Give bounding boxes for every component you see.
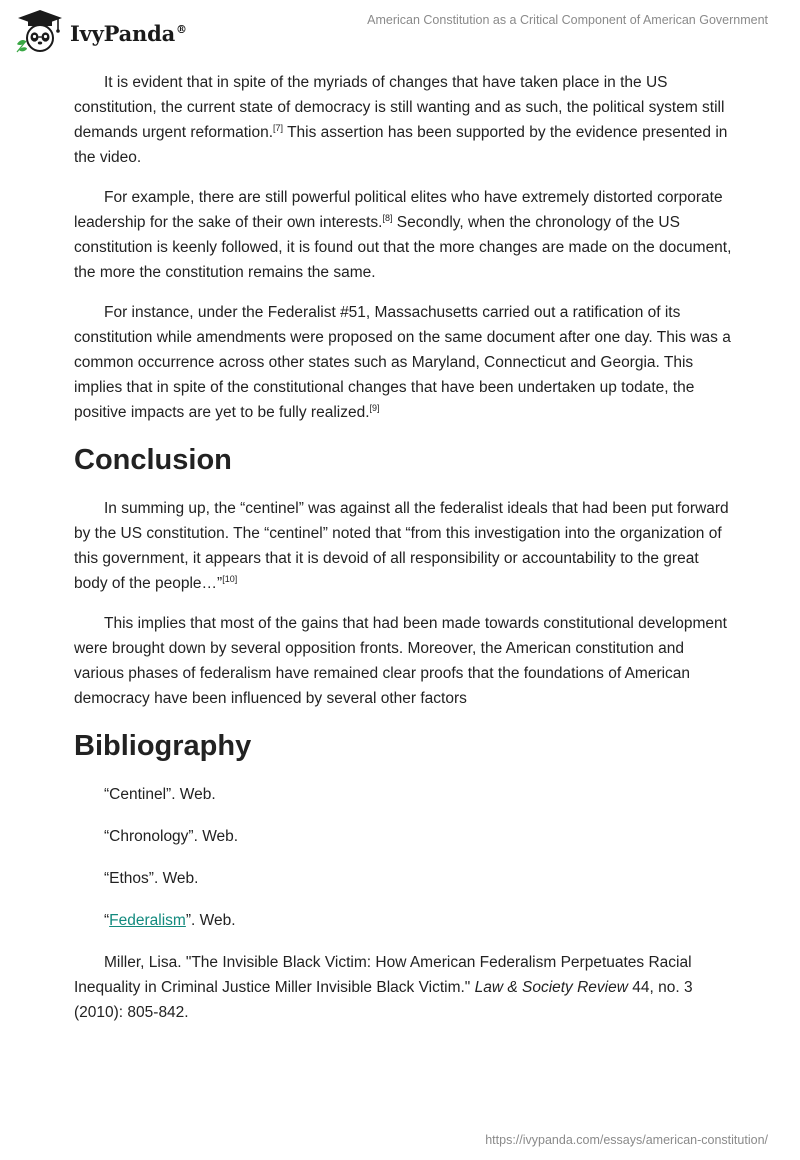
conclusion-paragraph-1: In summing up, the “centinel” was against all the federalist ideals that had been put forward by the US constitution. The “centinel” noted that “from this investigation into the organization of this government, it appears that it is devoid of all responsibility or accountability to the great body of the people…”[10] (74, 500, 729, 592)
footnote-ref-10[interactable]: [10] (222, 573, 238, 584)
body-paragraph-1: It is evident that in spite of the myriads of changes that have taken place in the US constitution, the current state of democracy is still wanting and as such, the political system still demands urgent reformation.[7] This assertion has been supported by the evidence presented in the video. (74, 74, 728, 166)
logo-wordmark: IvyPanda® (70, 20, 187, 46)
conclusion-paragraph-2: This implies that most of the gains that had been made towards constitutional development were brought down by several opposition fronts. Moreover, the American constitution and various phases of federalism have remained clear proofs that the foundations of American democracy have been influenced by several other factors (74, 615, 727, 707)
bibliography-entry-centinel: “Centinel”. Web. (104, 786, 216, 803)
body-paragraph-3: For instance, under the Federalist #51, Massachusetts carried out a ratification of its constitution while amendments were proposed on the same document after one day. This was a common occurrence across other states such as Maryland, Connecticut and Georgia. This implies that in spite of the constitutional changes that have been undertaken up todate, the positive impacts are yet to be fully realized.[9] (74, 304, 731, 421)
footnote-ref-7[interactable]: [7] (273, 122, 284, 133)
conclusion-heading: Conclusion (74, 444, 232, 476)
journal-title: Law & Society Review (474, 979, 628, 996)
bibliography-heading: Bibliography (74, 730, 252, 762)
running-title: American Constitution as a Critical Component of American Government (367, 13, 768, 27)
federalism-link[interactable]: Federalism (109, 912, 186, 929)
bibliography-entry-ethos: “Ethos”. Web. (104, 870, 199, 887)
bibliography-entry-chronology: “Chronology”. Web. (104, 828, 239, 845)
page-header (0, 0, 800, 60)
footnote-ref-8[interactable]: [8] (382, 212, 393, 223)
footnote-ref-9[interactable]: [9] (369, 402, 380, 413)
bibliography-entry-miller: Miller, Lisa. "The Invisible Black Victim: How American Federalism Perpetuates Racial Inequality in Criminal Justice Miller Invisible Black Victim." Law & Society Review 44, no. 3 (2010): 805-842. (74, 954, 693, 1021)
footer-url[interactable]: https://ivypanda.com/essays/american-constitution/ (485, 1133, 768, 1147)
ivypanda-logo[interactable] (14, 8, 187, 54)
body-paragraph-2: For example, there are still powerful political elites who have extremely distorted corporate leadership for the sake of their own interests.[8] Secondly, when the chronology of the US constitution is keenly followed, it is found out that the more changes are made on the document, the more the constitution remains the same. (74, 189, 732, 281)
panda-graduate-icon (14, 8, 66, 54)
bibliography-entry-federalism: “Federalism”. Web. (104, 912, 236, 929)
essay-content (74, 70, 734, 1042)
